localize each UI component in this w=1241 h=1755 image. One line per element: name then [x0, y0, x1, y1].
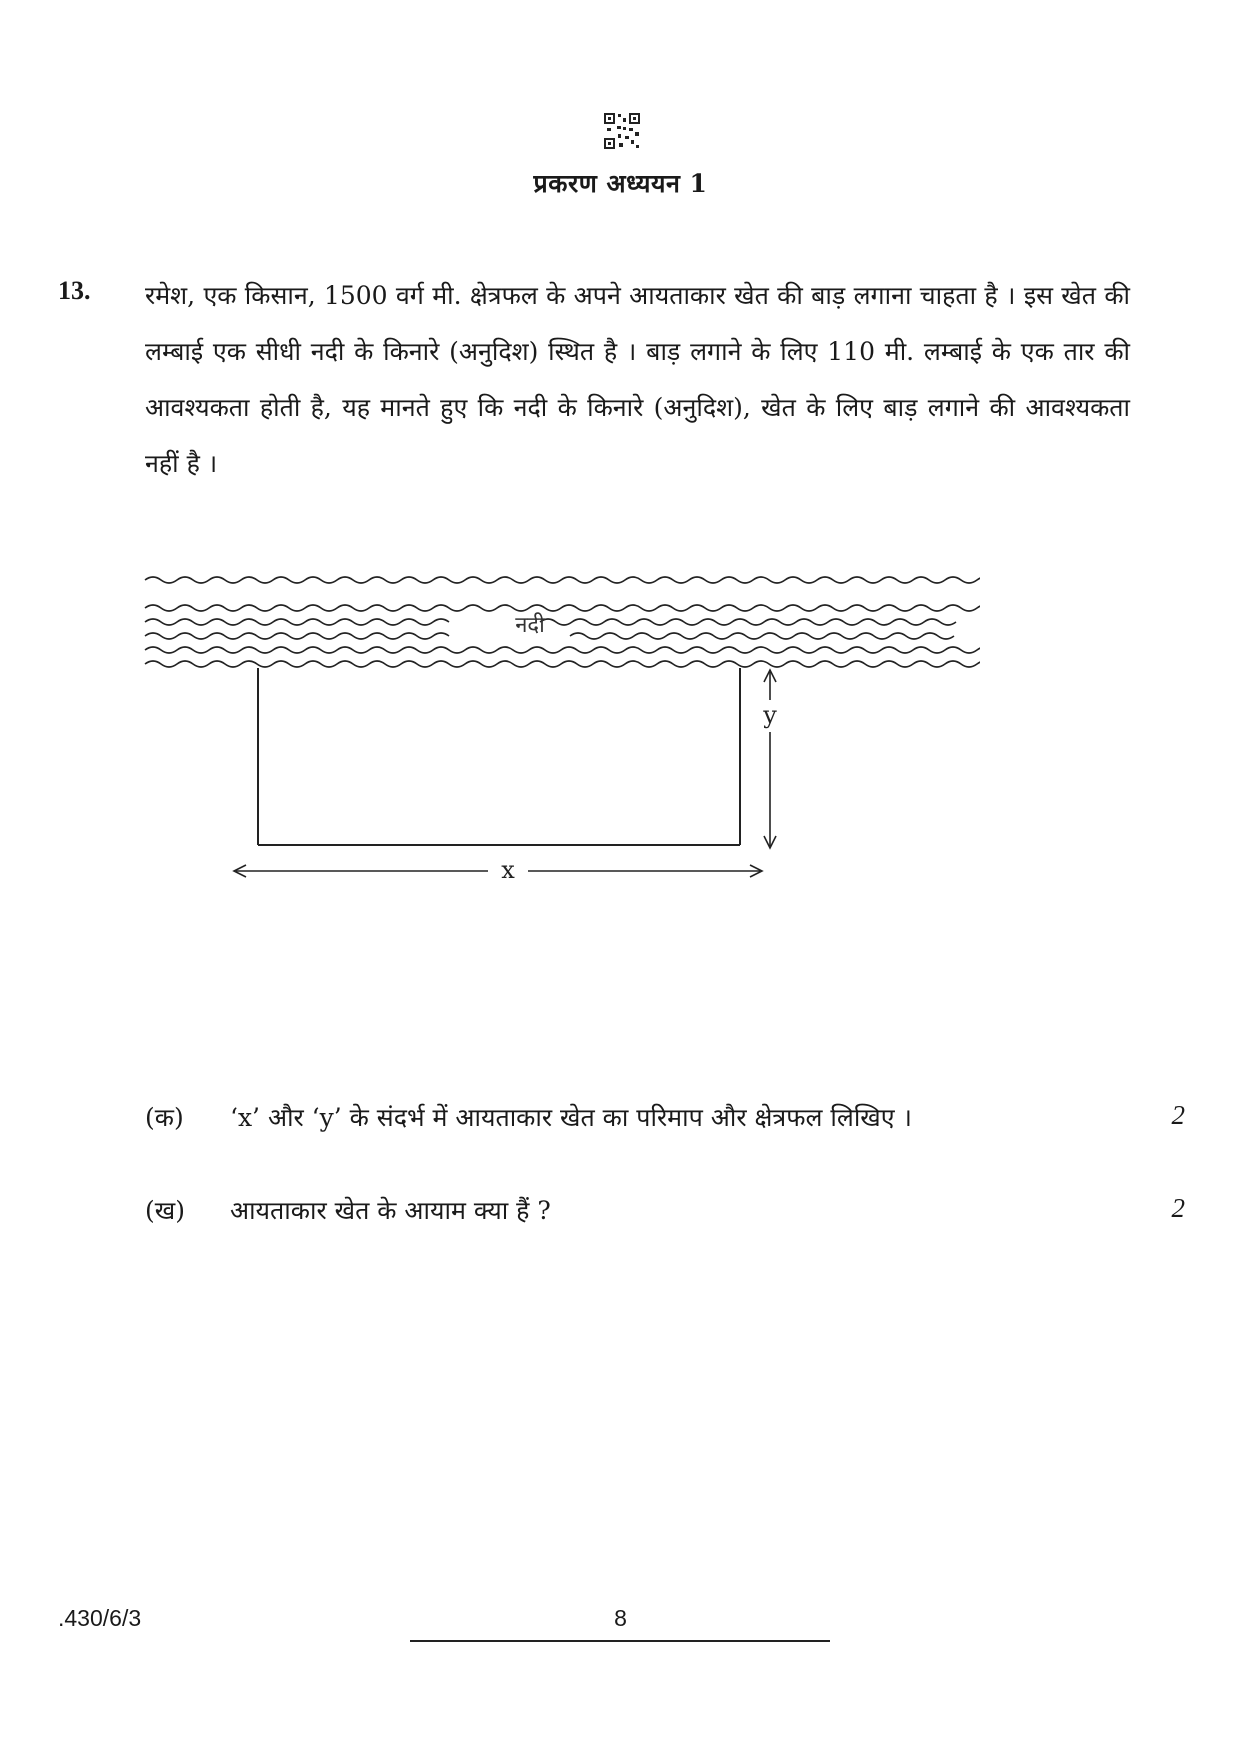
- field-river-diagram: [140, 560, 980, 1000]
- y-dimension-arrow: [764, 670, 776, 848]
- part-text: ‘x’ और ‘y’ के संदर्भ में आयताकार खेत का परिमाप और क्षेत्रफल लिखिए ।: [230, 1103, 912, 1132]
- qr-code-icon: [603, 112, 641, 150]
- question-text: रमेश, एक किसान, 1500 वर्ग मी. क्षेत्रफल के अपने आयताकार खेत की बाड़ लगाना चाहता है । इस खेत की लम्बाई एक सीधी नदी के किनारे (अनुदिश) स्थित है । बाड़ लगाने के लिए 110 मी. लम्बाई के एक तार की आवश्यकता होती है, यह मानते हुए कि नदी के किनारे (अनुदिश), खेत के लिए बाड़ लगाने की आवश्यकता नहीं है ।: [145, 281, 1130, 478]
- field-rectangle: [258, 668, 740, 845]
- part-label: (क): [145, 1103, 184, 1132]
- x-label: x: [501, 856, 515, 884]
- section-title: प्रकरण अध्ययन 1: [533, 169, 708, 198]
- paper-code: .430/6/3: [58, 1605, 142, 1631]
- page-number: 8: [614, 1605, 627, 1631]
- x-dimension-arrow: [234, 865, 762, 877]
- part-marks: 2: [1171, 1100, 1185, 1130]
- question-number: 13.: [58, 276, 91, 305]
- part-marks: 2: [1171, 1193, 1185, 1223]
- river-waves: [145, 577, 980, 667]
- part-label: (ख): [145, 1196, 185, 1225]
- footer-rule: [410, 1640, 830, 1642]
- y-label: y: [763, 701, 777, 729]
- part-text: आयताकार खेत के आयाम क्या हैं ?: [230, 1196, 551, 1225]
- river-label: नदी: [515, 613, 545, 638]
